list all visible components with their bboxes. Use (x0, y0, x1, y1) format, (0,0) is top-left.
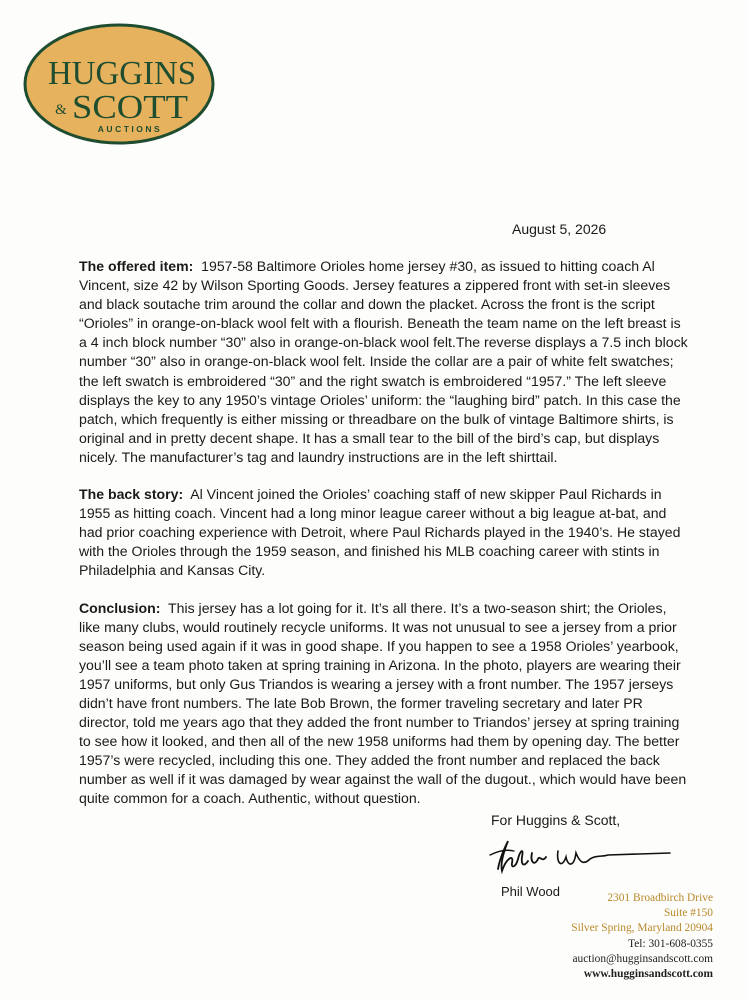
address-block (571, 891, 713, 982)
section-conclusion (79, 599, 689, 809)
logo-text-ampersand: & (55, 102, 67, 118)
address-website: www.hugginsandscott.com (583, 968, 713, 981)
address-suite: Suite #150 (663, 907, 713, 920)
section-lead: The offered item: (79, 258, 194, 274)
letter-closing: For Huggins & Scott, (491, 812, 621, 828)
section-text: 1957-58 Baltimore Orioles home jersey #30, as issued to hitting coach Al Vincent, size 42 by Wilson Sporting Goods. Jersey features a zippered front with set-in sleeves and black soutache trim around the collar and down the placket. Across the front is the script “Orioles” in orange-on-black wool felt with a flourish. Beneath the team name on the left breast is a 4 inch block number “30” also in orange-on-black wool felt.The reverse displays a 7.5 inch block number “30” also in orange-on-black wool felt. Inside the collar are a pair of white felt swatches; the left swatch is embroidered “30” and the right swatch is embroidered “1957.” The left sleeve displays the key to any 1950’s vintage Orioles’ uniform: the “laughing bird” patch. In this case the patch, which frequently is either missing or threadbare on the bulk of vintage Baltimore shirts, is original and in pretty decent shape. It has a small tear to the bill of the bird’s cap, but displays nicely. The manufacturer’s tag and laundry instructions are in the left shirttail. (79, 258, 688, 465)
signature-image (484, 833, 674, 883)
section-lead: The back story: (79, 486, 184, 503)
section-lead: Conclusion: (79, 599, 161, 616)
address-email: auction@hugginsandscott.com (572, 952, 713, 965)
huggins-scott-logo (22, 22, 216, 146)
letter-body (79, 257, 689, 827)
signer-name: Phil Wood (501, 884, 561, 899)
section-offered-item (79, 257, 689, 467)
address-city: Silver Spring, Maryland 20904 (571, 922, 713, 935)
letter-date: August 5, 2026 (512, 221, 607, 237)
section-back-story (79, 485, 689, 580)
section-text: Al Vincent joined the Orioles’ coaching staff of new skipper Paul Richards in 1955 as hitting coach. Vincent had a long minor league career without a big league at-bat, and had prior coaching experience with Detroit, where Paul Richards played in the 1940’s. He stayed with the Orioles through the 1959 season, and finished his MLB coaching career with stints in Philadelphia and Kansas City. (79, 486, 681, 579)
logo-text-scott: SCOTT (72, 89, 189, 126)
address-street: 2301 Broadbirch Drive (607, 892, 713, 904)
address-phone: Tel: 301-608-0355 (628, 937, 713, 950)
logo-text-huggins: HUGGINS (48, 55, 196, 92)
section-text: This jersey has a lot going for it. It’s all there. It’s a two-season shirt; the Orioles, like many clubs, would routinely recycle uniforms. It was not unusual to see a jersey from a prior season being used again if it was in good shape. If you happen to see a 1958 Orioles’ yearbook, you’ll see a team photo taken at spring training in Arizona. In the photo, players are wearing their 1957 uniforms, but only Gus Triandos is wearing a jersey with a front number. The 1957 jerseys didn’t have front numbers. The late Bob Brown, the former traveling secretary and later PR director, told me years ago that they added the front number to Triandos’ jersey at spring training to see how it looked, and then all of the new 1958 uniforms had them by opening day. The better 1957’s were recycled, including this one. They added the front number and replaced the back number as well if it was damaged by wear against the wall of the dugout., which would have been quite common for a coach. Authentic, without question. (79, 599, 687, 807)
logo-text-auctions: AUCTIONS (97, 124, 163, 134)
